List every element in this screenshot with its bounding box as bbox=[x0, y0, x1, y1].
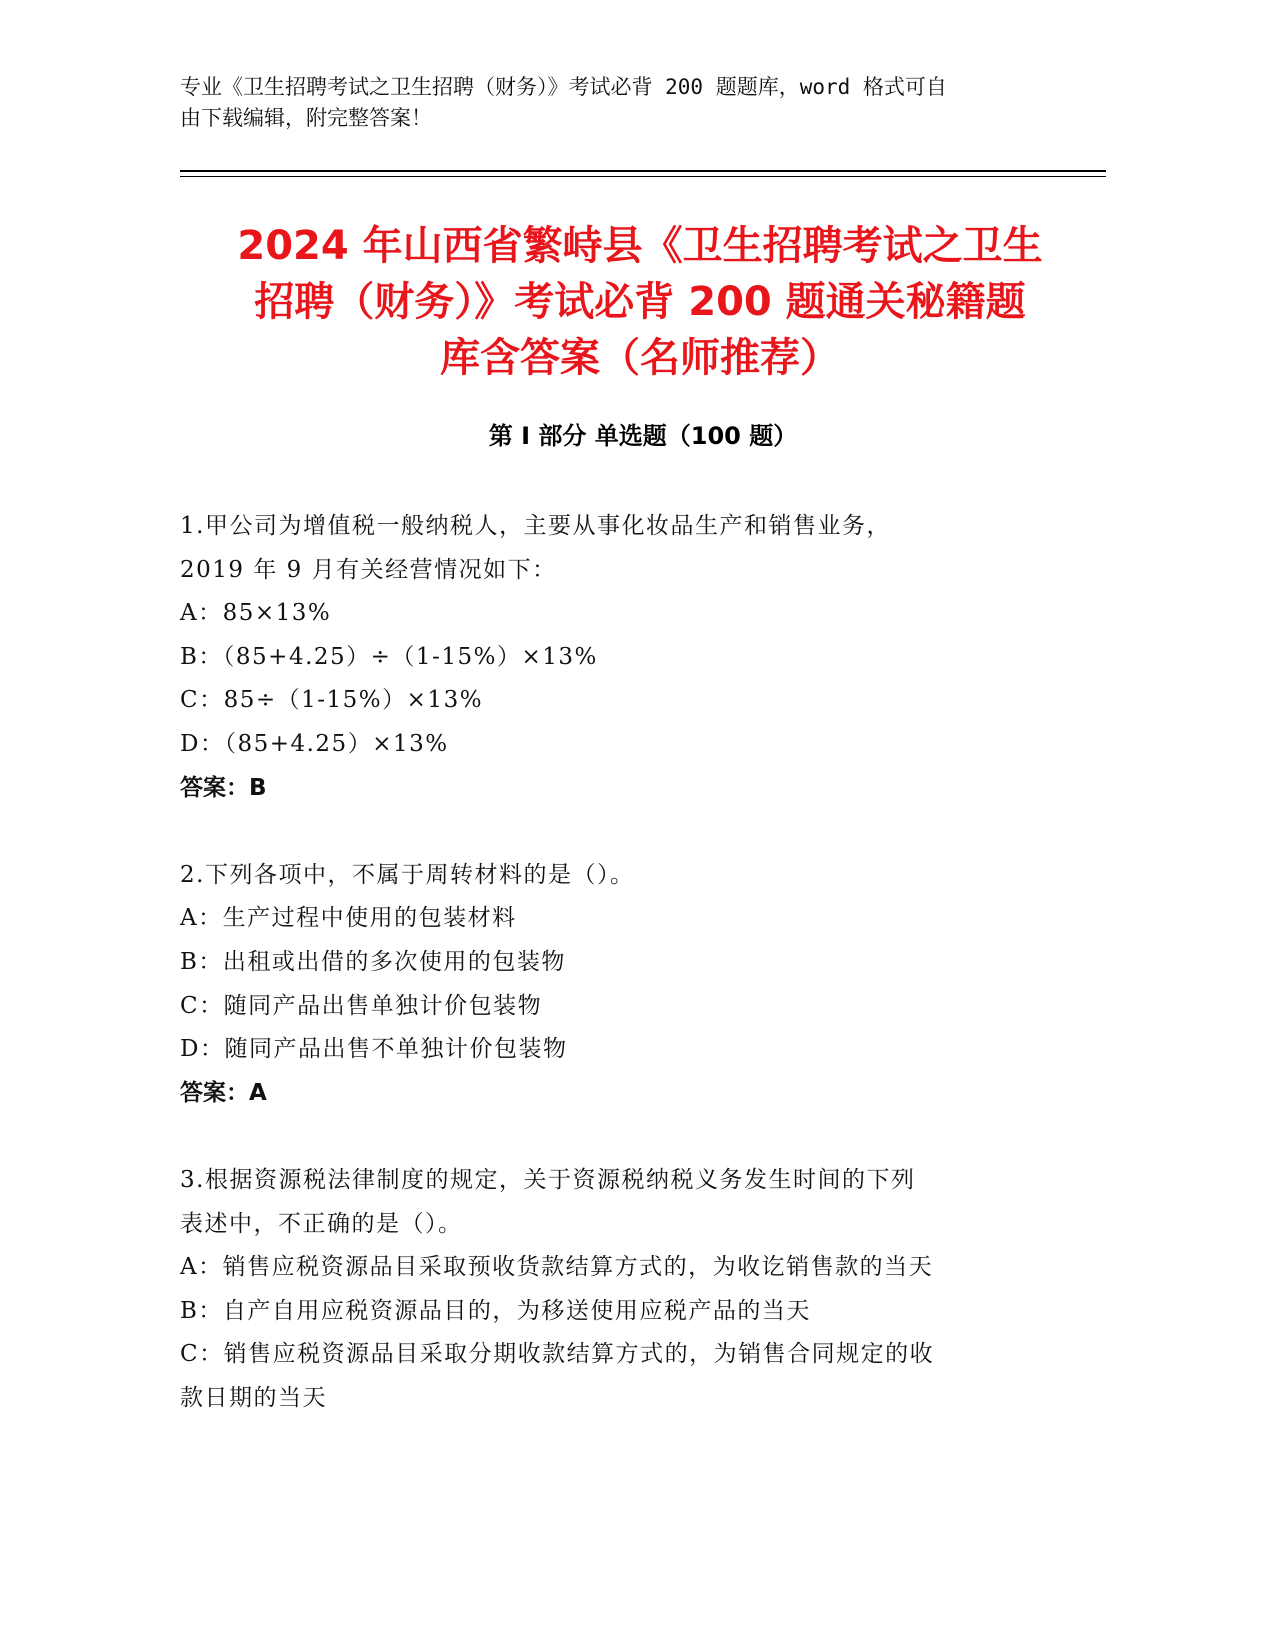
header-note-line: 专业《卫生招聘考试之卫生招聘（财务）》考试必背 200 题题库，word 格式可自 bbox=[180, 75, 947, 99]
document-title-line: 2024 年山西省繁峙县《卫生招聘考试之卫生 bbox=[237, 223, 1043, 269]
question-stem: 表述中，不正确的是（）。 bbox=[180, 1210, 463, 1237]
question-item bbox=[180, 1159, 1060, 1421]
question-item bbox=[180, 854, 1060, 1116]
section-heading: 第 I 部分 单选题（100 题） bbox=[488, 422, 798, 450]
header-note-line: 由下载编辑，附完整答案！ bbox=[180, 106, 432, 130]
question-item bbox=[180, 505, 1060, 810]
option-d: D：（85+4.25）×13% bbox=[180, 730, 449, 757]
answer-label: 答案：A bbox=[180, 1079, 267, 1106]
option-a: A：销售应税资源品目采取预收货款结算方式的，为收讫销售款的当天 bbox=[180, 1254, 934, 1281]
document-title-line: 库含答案（名师推荐） bbox=[440, 335, 840, 381]
option-b: B：（85+4.25）÷（1-15%）×13% bbox=[180, 643, 598, 670]
header-divider-thin bbox=[180, 176, 1106, 177]
header-note bbox=[180, 72, 1050, 134]
option-c-continued: 款日期的当天 bbox=[180, 1384, 327, 1411]
document-title-line: 招聘（财务）》考试必背 200 题通关秘籍题 bbox=[254, 279, 1026, 325]
question-stem: 1.甲公司为增值税一般纳税人，主要从事化妆品生产和销售业务， bbox=[180, 513, 891, 539]
question-stem: 3.根据资源税法律制度的规定，关于资源税纳税义务发生时间的下列 bbox=[180, 1166, 916, 1193]
option-c: C：随同产品出售单独计价包装物 bbox=[180, 992, 543, 1019]
question-stem: 2.下列各项中，不属于周转材料的是（）。 bbox=[180, 861, 635, 888]
option-c: C：销售应税资源品目采取分期收款结算方式的，为销售合同规定的收 bbox=[180, 1341, 935, 1368]
question-spacer bbox=[180, 1115, 1060, 1159]
option-b: B：出租或出借的多次使用的包装物 bbox=[180, 948, 566, 975]
header-divider-thick bbox=[180, 170, 1106, 172]
question-spacer bbox=[180, 810, 1060, 854]
option-c: C：85÷（1-15%）×13% bbox=[180, 687, 484, 714]
option-d: D：随同产品出售不单独计价包装物 bbox=[180, 1036, 568, 1063]
option-a: A：生产过程中使用的包装材料 bbox=[180, 905, 517, 932]
question-list bbox=[180, 505, 1060, 1420]
option-a: A：85×13% bbox=[180, 600, 332, 627]
question-stem: 2019 年 9 月有关经营情况如下： bbox=[180, 556, 557, 583]
option-b: B：自产自用应税资源品目的，为移送使用应税产品的当天 bbox=[180, 1297, 811, 1324]
answer-label: 答案：B bbox=[180, 774, 267, 801]
document-title bbox=[160, 218, 1120, 386]
